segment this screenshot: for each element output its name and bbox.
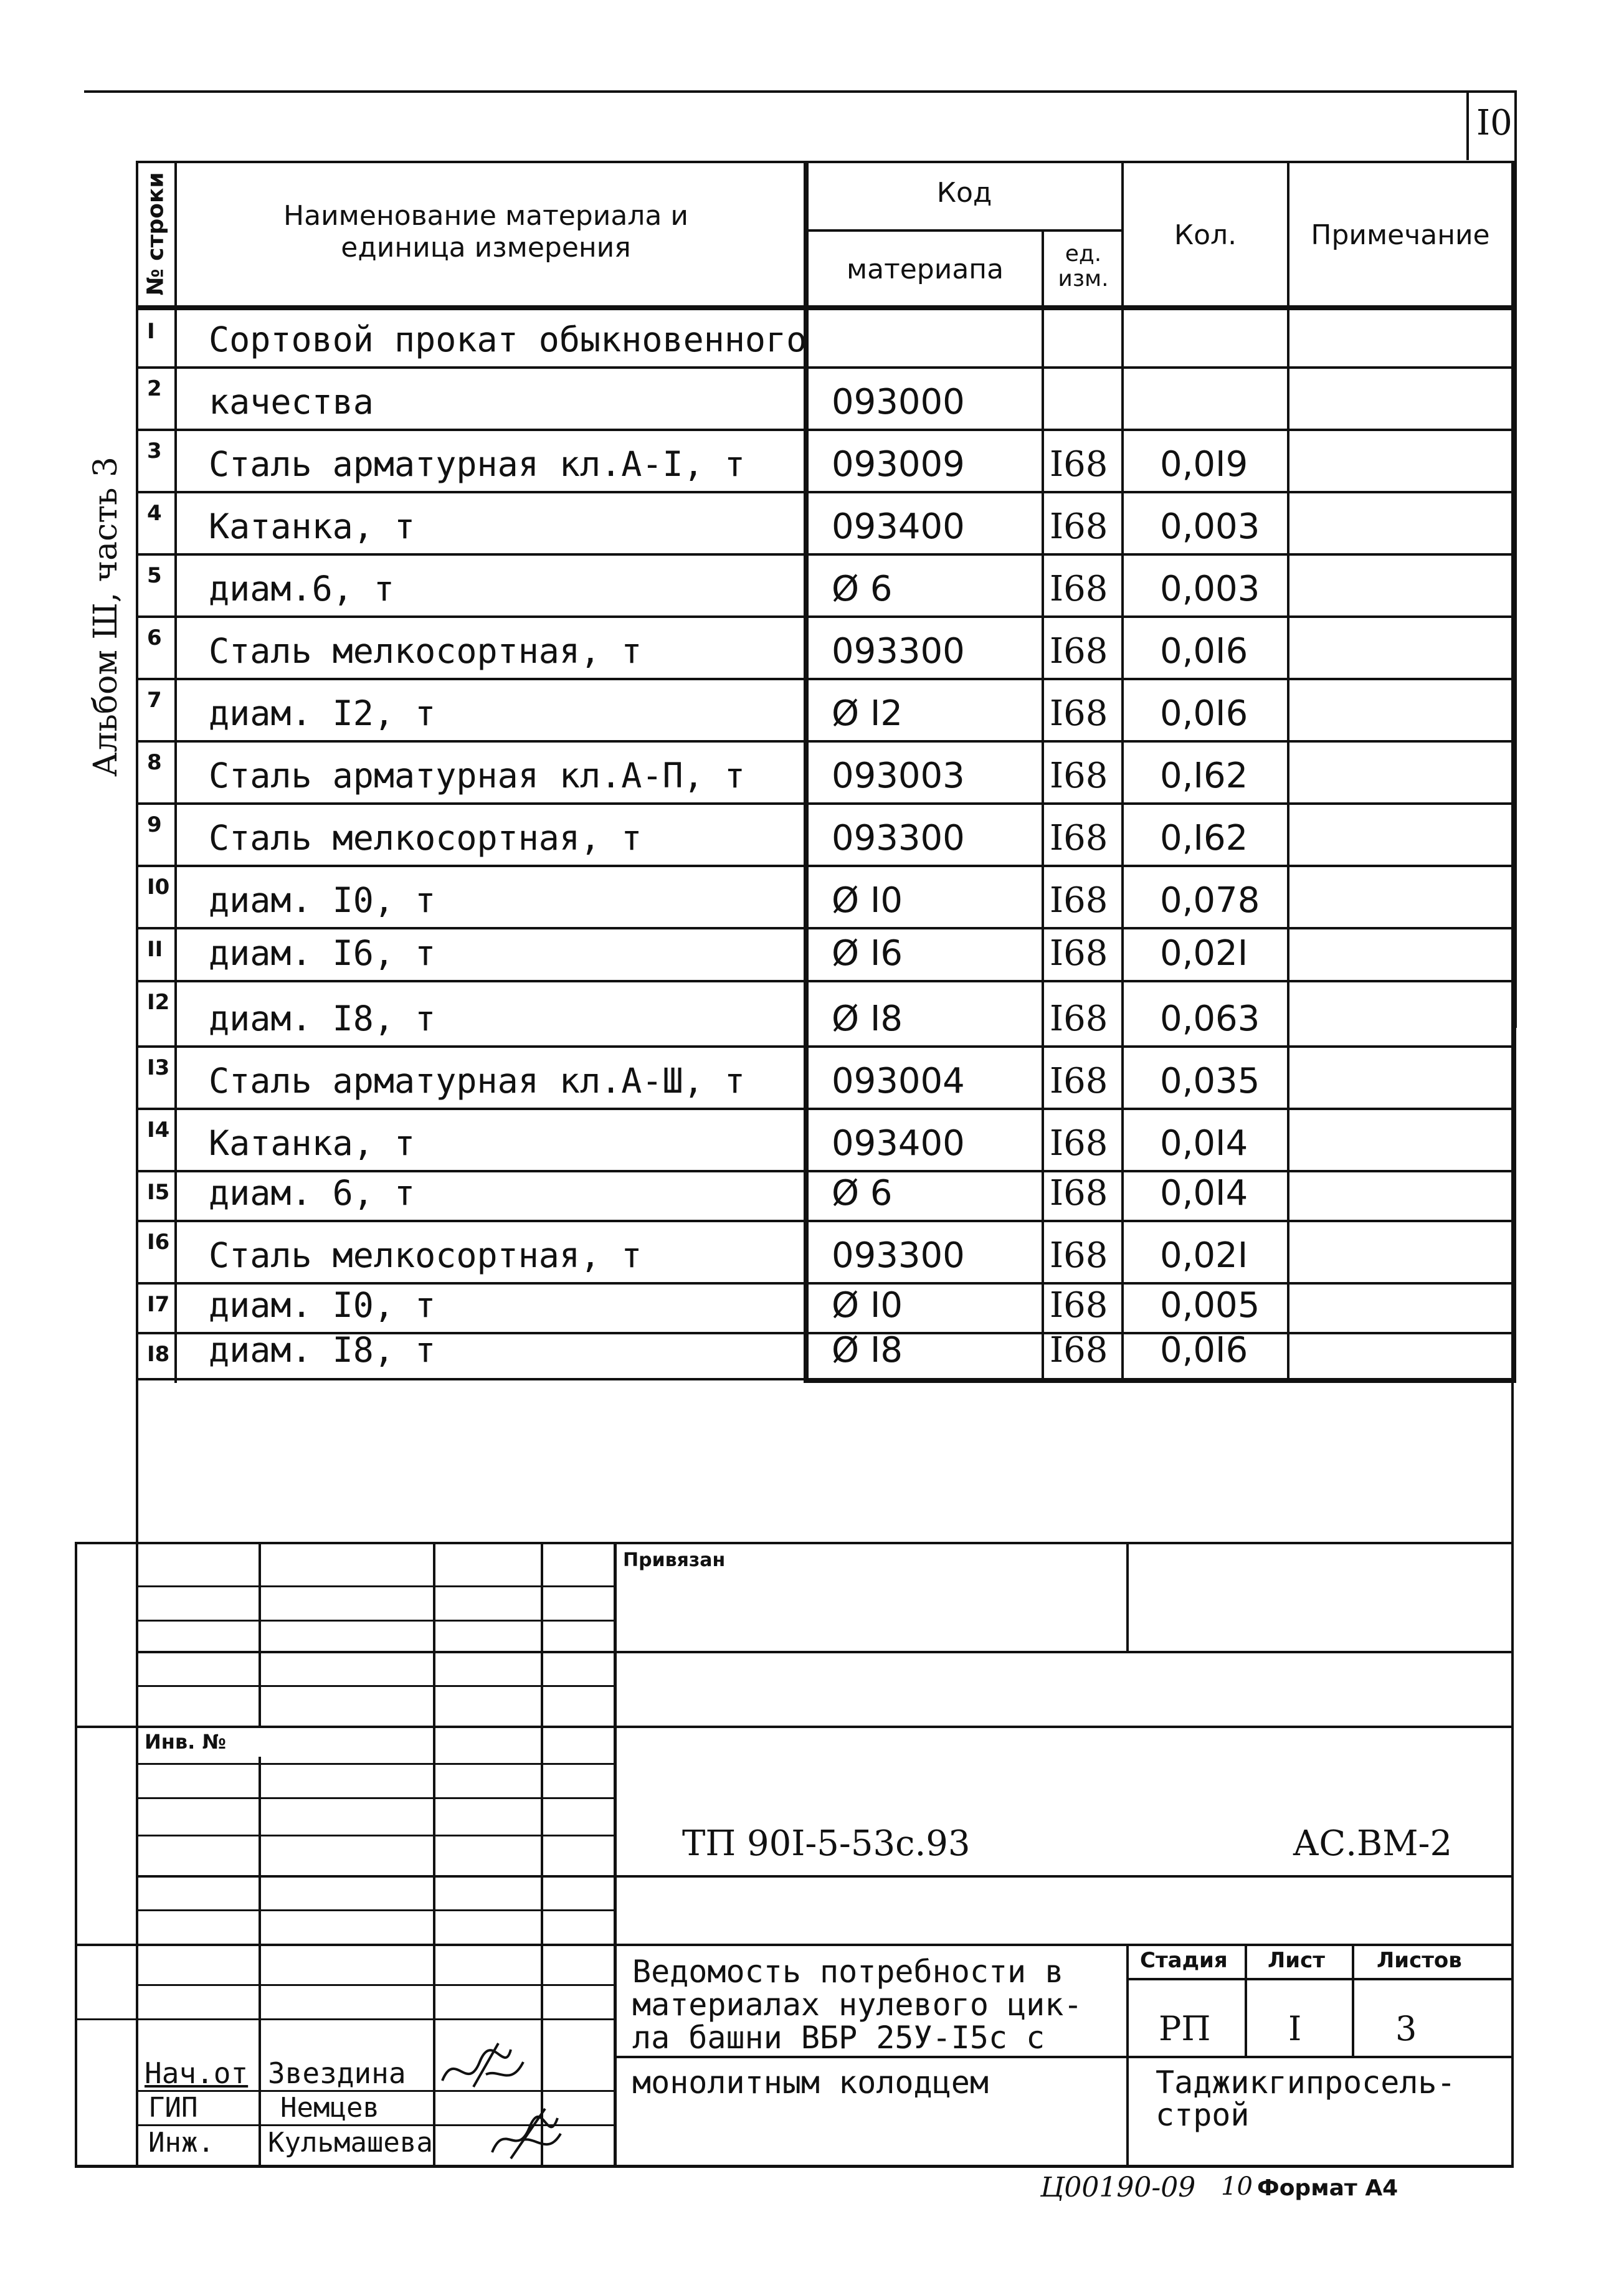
stage-value: РП	[1159, 2009, 1211, 2048]
row-divider	[136, 1282, 1514, 1285]
doc-code: ТП 90I-5-53с.93	[682, 1823, 971, 1864]
material-name: диам. I8, т	[209, 999, 436, 1038]
material-name: Сталь мелкосортная, т	[209, 631, 642, 671]
header-code-unit: ед. изм.	[1058, 241, 1109, 292]
material-name: диам. I2, т	[209, 693, 436, 733]
header-qty: Кол.	[1174, 219, 1237, 251]
quantity: 0,0I6	[1160, 1330, 1248, 1371]
row-number: 9	[147, 812, 162, 837]
quantity: 0,02I	[1160, 933, 1248, 974]
row-divider	[136, 615, 1514, 618]
material-name: диам. I0, т	[209, 1285, 436, 1325]
row-number: 3	[147, 439, 162, 463]
footer-format: Формат А4	[1257, 2175, 1398, 2201]
stamp-bottom	[75, 2165, 1514, 2168]
unit-code: I68	[1050, 756, 1108, 796]
unit-code: I68	[1050, 631, 1108, 672]
stamp-left-rule-5	[136, 1763, 615, 1765]
stamp-sign-top	[75, 2018, 615, 2020]
inv-no-label: Инв. №	[145, 1730, 226, 1754]
privyazan-label: Привязан	[623, 1549, 726, 1571]
material-name: Сталь мелкосортная, т	[209, 1235, 642, 1275]
row-number: I2	[147, 990, 170, 1015]
quantity: 0,035	[1160, 1061, 1260, 1101]
header-name: Наименование материала и единица измерения	[283, 200, 688, 264]
material-name: Сталь арматурная кл.А-Ш, т	[209, 1061, 745, 1101]
row-number: I5	[147, 1180, 170, 1205]
title-line-3: ла башни ВБР 25У-I5с с	[632, 2020, 1045, 2056]
stamp-stage-left	[1126, 1944, 1129, 2165]
row-number: II	[147, 937, 163, 962]
row-number: 5	[147, 563, 162, 588]
row-divider	[136, 491, 1514, 493]
title-line-4: монолитным колодцем	[632, 2064, 989, 2101]
stamp-left-rule-3	[136, 1651, 1514, 1653]
signer-role-2: ГИП	[148, 2092, 198, 2124]
row-divider	[136, 740, 1514, 743]
material-code: Ø I8	[832, 1330, 903, 1371]
stamp-left-rule-9	[136, 1984, 615, 1986]
stamp-privyazan-right	[1126, 1542, 1129, 1651]
material-code: 093300	[832, 631, 965, 672]
material-code: 093009	[832, 444, 965, 485]
quantity: 0,005	[1160, 1285, 1260, 1326]
unit-code: I68	[1050, 1123, 1108, 1164]
material-name: Катанка, т	[209, 1123, 415, 1163]
signature-1	[436, 2037, 536, 2099]
row-number: I8	[147, 1342, 170, 1367]
material-code: Ø I0	[832, 880, 903, 921]
stamp-code-bottom	[136, 1875, 1514, 1878]
stamp-left-rule-4	[136, 1685, 615, 1687]
row-divider	[136, 1170, 1514, 1172]
header-row-no: № строки	[143, 172, 169, 296]
stamp-col-1	[259, 1542, 261, 1726]
unit-code: I68	[1050, 880, 1108, 921]
row-number: I6	[147, 1230, 170, 1255]
quantity: 0,0I4	[1160, 1173, 1248, 1214]
stamp-col-1b	[259, 1757, 261, 2165]
header-code-material: материапа	[846, 254, 1004, 285]
org-line-2: строй	[1156, 2097, 1250, 2133]
col-qty-right	[1287, 161, 1289, 1383]
unit-code: I68	[1050, 818, 1108, 858]
table-data-bottom-left	[136, 1378, 804, 1380]
stamp-sheet-left	[1245, 1944, 1247, 2056]
material-code: Ø I8	[832, 999, 903, 1039]
header-bottom	[136, 305, 1516, 310]
quantity: 0,063	[1160, 999, 1260, 1039]
row-divider	[136, 1108, 1514, 1110]
material-name: качества	[209, 382, 374, 422]
page-number-box-left	[1466, 90, 1469, 160]
unit-code: I68	[1050, 999, 1108, 1039]
unit-code: I68	[1050, 444, 1108, 485]
material-name: Сталь арматурная кл.А-I, т	[209, 444, 745, 484]
stamp-stage-rule	[1126, 1978, 1514, 1980]
quantity: 0,0I9	[1160, 444, 1248, 485]
material-name: диам. I0, т	[209, 880, 436, 920]
stamp-left-rule-6	[136, 1797, 615, 1799]
material-name: диам. I8, т	[209, 1330, 436, 1370]
signer-role-1: Нач.от	[145, 2056, 249, 2090]
unit-code: I68	[1050, 569, 1108, 609]
unit-code: I68	[1050, 693, 1108, 734]
stamp-org-top	[615, 2056, 1514, 2058]
material-code: 093004	[832, 1061, 965, 1101]
quantity: 0,0I4	[1160, 1123, 1248, 1164]
material-code: Ø I0	[832, 1285, 903, 1326]
col-unit-right	[1121, 161, 1124, 1383]
header-code: Код	[936, 177, 992, 209]
frame-left-lower	[75, 1542, 77, 2168]
sheets-label: Листов	[1377, 1948, 1462, 1973]
signer-name-1: Звездина	[268, 2056, 406, 2090]
sheet-value: I	[1288, 2009, 1302, 2048]
row-divider	[136, 366, 1514, 369]
signer-name-3: Кульмашева	[268, 2127, 433, 2159]
quantity: 0,003	[1160, 506, 1260, 547]
sheet-label: Лист	[1268, 1948, 1325, 1973]
row-divider	[136, 429, 1514, 431]
row-divider	[136, 802, 1514, 805]
material-code: 093003	[832, 756, 965, 796]
quantity: 0,02I	[1160, 1235, 1248, 1276]
row-divider	[136, 865, 1514, 867]
material-code: Ø 6	[832, 1173, 893, 1214]
stamp-left-rule-2	[136, 1620, 615, 1622]
material-name: диам. I6, т	[209, 933, 436, 973]
unit-code: I68	[1050, 1061, 1108, 1101]
table-left	[136, 161, 138, 2167]
row-divider	[136, 678, 1514, 680]
header-note: Примечание	[1311, 219, 1490, 251]
unit-code: I68	[1050, 933, 1108, 974]
material-name: Сталь арматурная кл.А-П, т	[209, 756, 745, 796]
row-number: 6	[147, 625, 162, 650]
stamp-left-rule-8	[136, 1909, 615, 1911]
side-label: Альбом Ш, часть 3	[87, 457, 125, 777]
material-code: 093400	[832, 506, 965, 547]
material-name: Катанка, т	[209, 506, 415, 546]
unit-code: I68	[1050, 1235, 1108, 1276]
signer-name-2: Немцев	[280, 2092, 379, 2124]
signer-role-3: Инж.	[148, 2127, 214, 2159]
material-name: диам.6, т	[209, 569, 395, 609]
stamp-left-rule-1	[136, 1585, 615, 1587]
doc-mark: АС.ВМ-2	[1293, 1823, 1453, 1864]
row-number: I	[147, 319, 155, 344]
row-number: I0	[147, 875, 170, 900]
row-divider	[136, 980, 1514, 982]
material-code: 093000	[832, 382, 965, 422]
stamp-title-top	[75, 1944, 1514, 1946]
stamp-inv-rule	[75, 1726, 1514, 1728]
stamp-col-3	[541, 1542, 543, 2165]
code-subheader-rule	[804, 229, 1123, 232]
unit-code: I68	[1050, 1330, 1108, 1371]
row-number: I4	[147, 1118, 170, 1142]
row-divider	[136, 927, 1514, 929]
row-number: 4	[147, 501, 162, 526]
quantity: 0,0I6	[1160, 631, 1248, 672]
row-number: I7	[147, 1292, 170, 1317]
unit-code: I68	[1050, 1173, 1108, 1214]
material-name: диам. 6, т	[209, 1173, 415, 1213]
unit-code: I68	[1050, 1285, 1108, 1326]
stamp-top	[75, 1542, 1514, 1544]
row-divider	[136, 1045, 1514, 1048]
material-code: Ø I6	[832, 933, 903, 974]
org-line-1: Таджикгипросель-	[1156, 2064, 1456, 2101]
row-number: 8	[147, 750, 162, 775]
quantity: 0,I62	[1160, 818, 1248, 858]
row-divider	[136, 1220, 1514, 1222]
table-data-bottom	[804, 1378, 1516, 1383]
frame-right-lower	[1511, 1382, 1514, 2168]
signature-2	[486, 2102, 567, 2165]
footer-code: Ц00190-09	[1040, 2172, 1196, 2203]
row-number: I3	[147, 1055, 170, 1080]
row-number: 7	[147, 688, 162, 713]
stamp-col-2	[433, 1542, 435, 2165]
quantity: 0,003	[1160, 569, 1260, 609]
footer-page: 10	[1221, 2172, 1253, 2201]
col-note-right	[1511, 161, 1516, 1383]
quantity: 0,078	[1160, 880, 1260, 921]
material-code: 093400	[832, 1123, 965, 1164]
material-code: Ø I2	[832, 693, 903, 734]
unit-code: I68	[1050, 506, 1108, 547]
stamp-col-4	[614, 1542, 617, 2165]
material-name: Сталь мелкосортная, т	[209, 818, 642, 858]
row-number: 2	[147, 376, 162, 401]
sheets-value: 3	[1395, 2009, 1417, 2048]
quantity: 0,0I6	[1160, 693, 1248, 734]
row-divider	[136, 553, 1514, 556]
col-rownum-right	[174, 161, 177, 1383]
page-number: I0	[1476, 103, 1512, 143]
material-code: Ø 6	[832, 569, 893, 609]
material-code: 093300	[832, 1235, 965, 1276]
top-rule	[84, 90, 1517, 93]
material-code: 093300	[832, 818, 965, 858]
stage-label: Стадия	[1140, 1948, 1228, 1973]
table-top	[136, 161, 1514, 163]
stamp-left-rule-7	[136, 1835, 615, 1836]
title-line-1: Ведомость потребности в	[632, 1954, 1064, 1990]
title-line-2: материалах нулевого цик-	[632, 1987, 1083, 2023]
quantity: 0,I62	[1160, 756, 1248, 796]
col-code-right	[1042, 230, 1044, 1383]
stamp-sheets-left	[1352, 1944, 1354, 2056]
material-name: Сортовой прокат обыкновенного	[209, 320, 807, 359]
